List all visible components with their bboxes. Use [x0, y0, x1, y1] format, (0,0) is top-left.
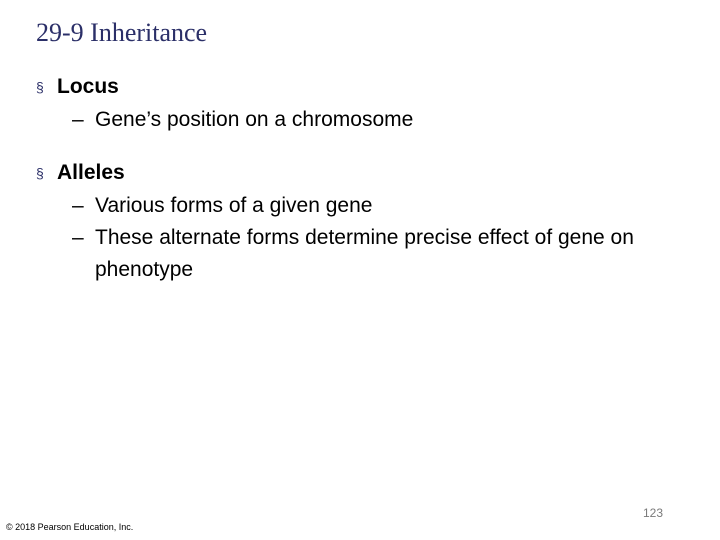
- dash-bullet-icon: –: [72, 108, 84, 131]
- bullet-label: Locus: [57, 75, 119, 98]
- sub-bullet-list: [36, 190, 696, 286]
- bullet-locus: [36, 72, 696, 102]
- bullet-label: Alleles: [57, 161, 125, 184]
- slide-title: 29-9 Inheritance: [36, 18, 208, 47]
- square-bullet-icon: §: [36, 165, 44, 181]
- sub-bullet-list: [36, 104, 696, 136]
- bullet-alleles: [36, 158, 696, 188]
- sub-bullet: [36, 190, 696, 222]
- dash-bullet-icon: –: [72, 226, 84, 249]
- copyright-notice: © 2018 Pearson Education, Inc.: [6, 522, 134, 532]
- sub-bullet-text: Various forms of a given gene: [95, 194, 373, 217]
- dash-bullet-icon: –: [72, 194, 84, 217]
- sub-bullet: [36, 104, 696, 136]
- sub-bullet-text: These alternate forms determine precise effect of gene on phenotype: [95, 226, 634, 281]
- sub-bullet-text: Gene’s position on a chromosome: [95, 108, 414, 131]
- square-bullet-icon: §: [36, 79, 44, 95]
- bullet-group-alleles: [36, 158, 696, 286]
- sub-bullet: [36, 222, 696, 286]
- slide-content: [36, 72, 696, 286]
- bullet-group-locus: [36, 72, 696, 136]
- slide-number: 123: [642, 506, 663, 520]
